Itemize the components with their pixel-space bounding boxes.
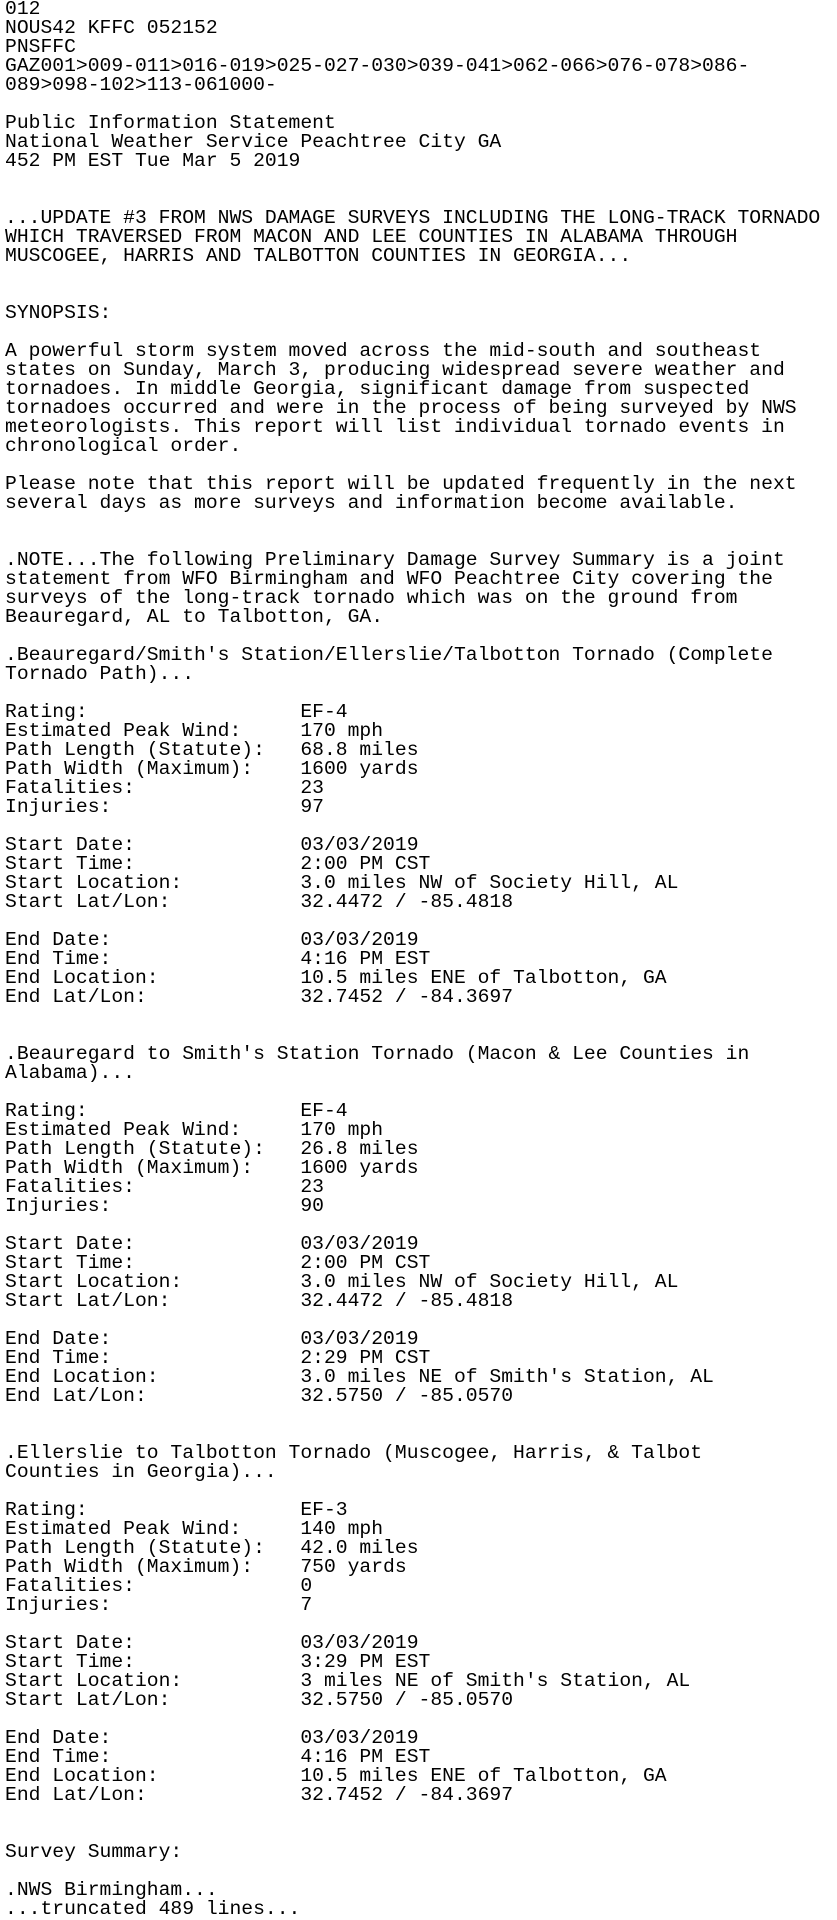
text-line: Injuries: 97: [5, 796, 324, 818]
text-line: A powerful storm system moved across the mid-south and southeast: [5, 340, 762, 362]
text-line: Path Length (Statute): 26.8 miles: [5, 1138, 419, 1160]
text-line: End Date: 03/03/2019: [5, 1727, 419, 1749]
text-line: Public Information Statement: [5, 112, 336, 134]
text-line: Fatalities: 0: [5, 1575, 313, 1597]
text-line: Rating: EF-4: [5, 701, 348, 723]
text-line: Injuries: 7: [5, 1594, 313, 1616]
text-line: Injuries: 90: [5, 1195, 324, 1217]
text-line: PNSFFC: [5, 36, 76, 58]
text-line: .Ellerslie to Talbotton Tornado (Muscogee, Harris, & Talbot: [5, 1442, 703, 1464]
text-line: End Lat/Lon: 32.7452 / -84.3697: [5, 986, 514, 1008]
text-line: End Lat/Lon: 32.5750 / -85.0570: [5, 1385, 514, 1407]
text-line: Estimated Peak Wind: 170 mph: [5, 720, 384, 742]
text-line: Start Time: 2:00 PM CST: [5, 1252, 431, 1274]
text-line: End Lat/Lon: 32.7452 / -84.3697: [5, 1784, 514, 1806]
text-line: Alabama)...: [5, 1062, 135, 1084]
text-line: Survey Summary:: [5, 1841, 183, 1863]
text-line: NOUS42 KFFC 052152: [5, 17, 218, 39]
text-line: Path Width (Maximum): 750 yards: [5, 1556, 407, 1578]
text-line: 089>098-102>113-061000-: [5, 74, 277, 96]
text-line: several days as more surveys and information become available.: [5, 492, 738, 514]
text-line: ...truncated 489 lines...: [5, 1898, 301, 1919]
text-line: tornadoes occurred and were in the process of being surveyed by NWS: [5, 397, 797, 419]
text-line: .NWS Birmingham...: [5, 1879, 218, 1901]
text-line: Start Date: 03/03/2019: [5, 834, 419, 856]
text-line: Start Lat/Lon: 32.4472 / -85.4818: [5, 1290, 514, 1312]
text-line: Start Lat/Lon: 32.5750 / -85.0570: [5, 1689, 514, 1711]
text-line: Counties in Georgia)...: [5, 1461, 277, 1483]
text-line: End Date: 03/03/2019: [5, 1328, 419, 1350]
text-line: Fatalities: 23: [5, 777, 324, 799]
text-line: Start Location: 3.0 miles NW of Society Hill, AL: [5, 872, 679, 894]
text-line: chronological order.: [5, 435, 242, 457]
text-line: MUSCOGEE, HARRIS AND TALBOTTON COUNTIES IN GEORGIA...: [5, 245, 632, 267]
text-line: Start Lat/Lon: 32.4472 / -85.4818: [5, 891, 514, 913]
text-line: Please note that this report will be updated frequently in the next: [5, 473, 797, 495]
text-line: 012: [5, 0, 41, 20]
text-line: .NOTE...The following Preliminary Damage Survey Summary is a joint: [5, 549, 785, 571]
text-line: Tornado Path)...: [5, 663, 195, 685]
text-line: End Time: 4:16 PM EST: [5, 948, 431, 970]
text-line: GAZ001>009-011>016-019>025-027-030>039-041>062-066>076-078>086-: [5, 55, 750, 77]
blank-line: [5, 266, 837, 285]
text-line: End Location: 10.5 miles ENE of Talbotton, GA: [5, 1765, 667, 1787]
text-line: Beauregard, AL to Talbotton, GA.: [5, 606, 384, 628]
text-line: Rating: EF-3: [5, 1499, 348, 1521]
text-line: 452 PM EST Tue Mar 5 2019: [5, 150, 301, 172]
blank-line: [5, 1805, 837, 1824]
text-line: ...UPDATE #3 FROM NWS DAMAGE SURVEYS INCLUDING THE LONG-TRACK TORNADO: [5, 207, 821, 229]
text-line: Path Width (Maximum): 1600 yards: [5, 1157, 419, 1179]
text-line: .Beauregard to Smith's Station Tornado (Macon & Lee Counties in: [5, 1043, 750, 1065]
text-line: SYNOPSIS:: [5, 302, 112, 324]
text-line: Rating: EF-4: [5, 1100, 348, 1122]
blank-line: [5, 1406, 837, 1425]
text-line: End Location: 10.5 miles ENE of Talbotton, GA: [5, 967, 667, 989]
text-line: Start Time: 3:29 PM EST: [5, 1651, 431, 1673]
text-line: Start Time: 2:00 PM CST: [5, 853, 431, 875]
text-line: End Time: 4:16 PM EST: [5, 1746, 431, 1768]
blank-line: [5, 513, 837, 532]
text-line: states on Sunday, March 3, producing widespread severe weather and: [5, 359, 785, 381]
text-line: Path Length (Statute): 68.8 miles: [5, 739, 419, 761]
text-line: Estimated Peak Wind: 140 mph: [5, 1518, 384, 1540]
text-line: National Weather Service Peachtree City GA: [5, 131, 502, 153]
text-line: End Time: 2:29 PM CST: [5, 1347, 431, 1369]
blank-line: [5, 171, 837, 190]
text-line: tornadoes. In middle Georgia, significant damage from suspected: [5, 378, 750, 400]
text-line: Path Length (Statute): 42.0 miles: [5, 1537, 419, 1559]
text-line: .Beauregard/Smith's Station/Ellerslie/Talbotton Tornado (Complete: [5, 644, 773, 666]
text-line: End Location: 3.0 miles NE of Smith's Station, AL: [5, 1366, 714, 1388]
blank-line: [5, 1007, 837, 1026]
text-line: Fatalities: 23: [5, 1176, 324, 1198]
text-line: Estimated Peak Wind: 170 mph: [5, 1119, 384, 1141]
blank-line: [5, 285, 837, 304]
text-line: Start Date: 03/03/2019: [5, 1632, 419, 1654]
text-line: Path Width (Maximum): 1600 yards: [5, 758, 419, 780]
text-line: surveys of the long-track tornado which was on the ground from: [5, 587, 738, 609]
text-line: Start Location: 3.0 miles NW of Society Hill, AL: [5, 1271, 679, 1293]
text-line: Start Date: 03/03/2019: [5, 1233, 419, 1255]
text-line: Start Location: 3 miles NE of Smith's Station, AL: [5, 1670, 691, 1692]
text-line: statement from WFO Birmingham and WFO Peachtree City covering the: [5, 568, 773, 590]
text-line: End Date: 03/03/2019: [5, 929, 419, 951]
text-line: meteorologists. This report will list individual tornado events in: [5, 416, 785, 438]
text-line: WHICH TRAVERSED FROM MACON AND LEE COUNTIES IN ALABAMA THROUGH: [5, 226, 738, 248]
